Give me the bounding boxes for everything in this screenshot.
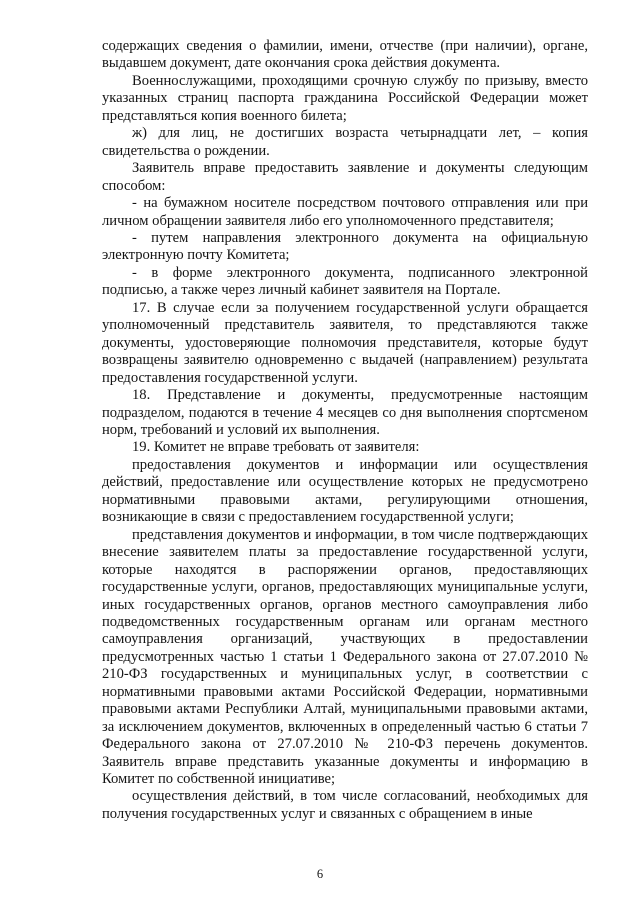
paragraph-clause-19-item-1: предоставления документов и информации или осуществления действий, предоставление или осуществление которых не предусмотрено нормативными правовыми актами, регулирующими отношения, возникающие в связи с предоставлением государственной услуги; [102, 456, 588, 526]
paragraph-submission-methods: Заявитель вправе предоставить заявление и документы следующим способом: [102, 160, 588, 194]
paragraph-clause-19-item-2: представления документов и информации, в том числе подтверждающих внесение заявителем платы за предоставление государственной услуги, которые находятся в распоряжении органов, предоставляющих государственные услуги, органов, предоставляющих муниципальные услуги, иных государственных органов, органов местного самоуправления либо подведомственных государственным органам или органам местного самоуправления организаций, участвующих в предоставлении предусмотренных частью 1 статьи 1 Федерального закона от 27.07.2010 № 210-ФЗ государственных и муниципальных услуг, в соответствии с нормативными правовыми актами Российской Федерации, нормативными правовыми актами Республики Алтай, муниципальными правовыми актами, за исключением документов, включенных в определенный частью 6 статьи 7 Федерального закона от 27.07.2010 № 210-ФЗ перечень документов. Заявитель вправе представить указанные документы и информацию в Комитет по собственной инициативе; [102, 526, 588, 788]
list-item-email: - путем направления электронного документа на официальную электронную почту Комитета; [102, 229, 588, 264]
paragraph-clause-17: 17. В случае если за получением государственной услуги обращается уполномоченный представитель заявителя, то представляются также документы, удостоверяющие полномочия представителя, которые будут возвращены заявителю одновременно с выдачей (направлением) результата предоставления государственной услуги. [102, 299, 588, 386]
paragraph-military-id: Военнослужащими, проходящими срочную службу по призыву, вместо указанных страниц паспорта гражданина Российской Федерации может представляться копия военного билета; [102, 72, 588, 124]
paragraph-clause-19-item-3: осуществления действий, в том числе согласований, необходимых для получения государственных услуг и связанных с обращением в иные [102, 788, 588, 822]
paragraph-continuation: содержащих сведения о фамилии, имени, отчестве (при наличии), органе, выдавшем документ, дате окончания срока действия документа. [102, 38, 588, 72]
document-body [102, 38, 588, 823]
paragraph-clause-19: 19. Комитет не вправе требовать от заявителя: [132, 439, 420, 456]
list-item-paper: - на бумажном носителе посредством почтового отправления или при личном обращении заявителя либо его уполномоченного представителя; [102, 195, 588, 229]
page-number: 6 [316, 867, 324, 881]
list-item-electronic: - в форме электронного документа, подписанного электронной подписью, а также через личный кабинет заявителя на Портале. [102, 264, 588, 299]
paragraph-clause-18: 18. Представление и документы, предусмотренные настоящим подразделом, подаются в течение 4 месяцев со дня выполнения спортсменом норм, требований и условий их выполнения. [102, 387, 588, 438]
paragraph-item-zh: ж) для лиц, не достигших возраста четырнадцати лет, – копия свидетельства о рождении. [102, 125, 588, 159]
